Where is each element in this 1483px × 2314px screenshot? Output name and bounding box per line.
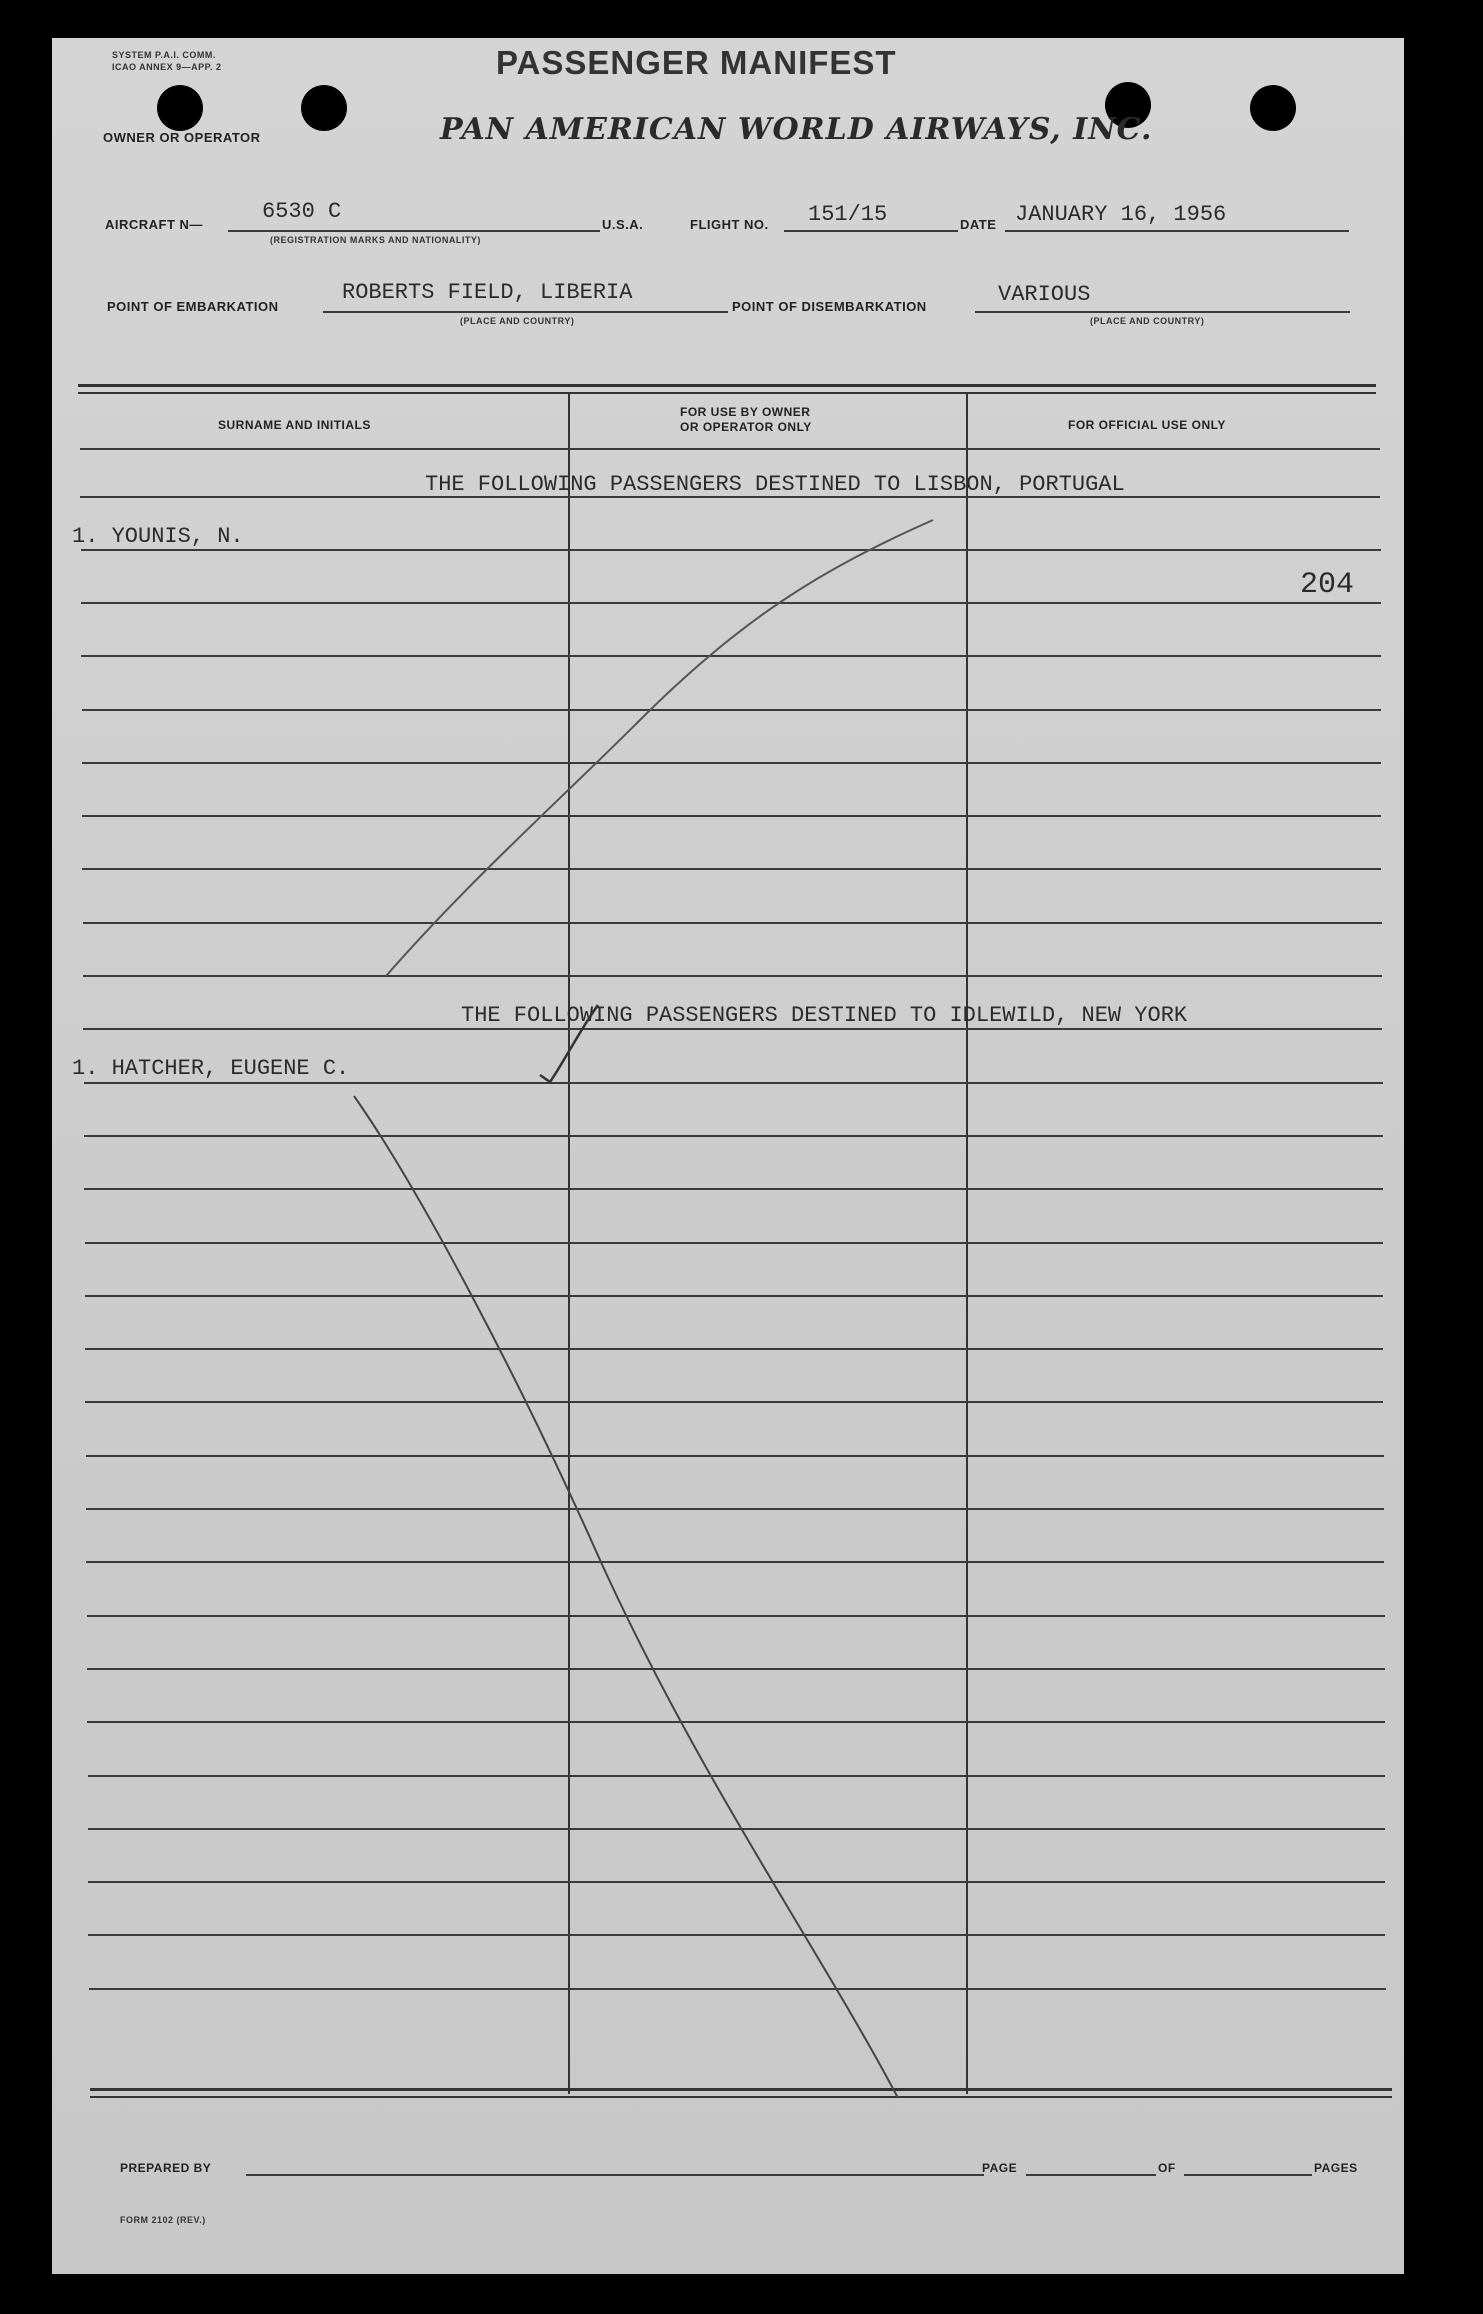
embarkation-sub-label: (PLACE AND COUNTRY): [460, 316, 575, 326]
form-reference-line-2: ICAO ANNEX 9—APP. 2: [112, 62, 222, 72]
of-label: OF: [1158, 2161, 1176, 2175]
section-heading-lisbon: THE FOLLOWING PASSENGERS DESTINED TO LISBON, PORTUGAL: [425, 472, 1125, 497]
usa-label: U.S.A.: [602, 217, 644, 232]
date-label: DATE: [960, 217, 997, 232]
page-title: PASSENGER MANIFEST: [496, 44, 897, 81]
date-value: JANUARY 16, 1956: [1015, 202, 1227, 227]
pages-label: PAGES: [1314, 2161, 1358, 2175]
aircraft-label: AIRCRAFT N—: [105, 217, 203, 232]
pencil-stroke-2: [354, 1096, 898, 2098]
disembarkation-sub-label: (PLACE AND COUNTRY): [1090, 316, 1205, 326]
form-number: FORM 2102 (REV.): [120, 2215, 206, 2225]
pencil-stroke-1: [386, 520, 933, 976]
form-reference-line-1: SYSTEM P.A.I. COMM.: [112, 50, 216, 60]
passenger-entry-younis: 1. YOUNIS, N.: [72, 524, 244, 549]
column-header-official: FOR OFFICIAL USE ONLY: [1068, 418, 1226, 432]
embarkation-value: ROBERTS FIELD, LIBERIA: [342, 280, 633, 305]
owner-label: OWNER OR OPERATOR: [103, 130, 261, 145]
flight-value: 151/15: [808, 202, 888, 227]
page-label: PAGE: [982, 2161, 1018, 2175]
passenger-entry-hatcher: 1. HATCHER, EUGENE C.: [72, 1056, 350, 1081]
official-number: 204: [1300, 568, 1355, 602]
aircraft-value: 6530 C: [262, 199, 342, 224]
embarkation-label: POINT OF EMBARKATION: [107, 299, 279, 314]
prepared-by-label: PREPARED BY: [120, 2161, 212, 2175]
disembarkation-value: VARIOUS: [998, 282, 1091, 307]
aircraft-sub-label: (REGISTRATION MARKS AND NATIONALITY): [270, 235, 481, 245]
pencil-check-mark: [540, 1005, 598, 1082]
column-header-surname: SURNAME AND INITIALS: [218, 418, 371, 432]
section-heading-idlewild: THE FOLLOWING PASSENGERS DESTINED TO IDLEWILD, NEW YORK: [461, 1003, 1188, 1028]
flight-label: FLIGHT NO.: [690, 217, 769, 232]
column-header-owner-use-1: FOR USE BY OWNER: [680, 405, 811, 419]
column-header-owner-use-2: OR OPERATOR ONLY: [680, 420, 812, 434]
operator-name: PAN AMERICAN WORLD AIRWAYS, INC.: [440, 112, 1153, 147]
disembarkation-label: POINT OF DISEMBARKATION: [732, 299, 927, 314]
